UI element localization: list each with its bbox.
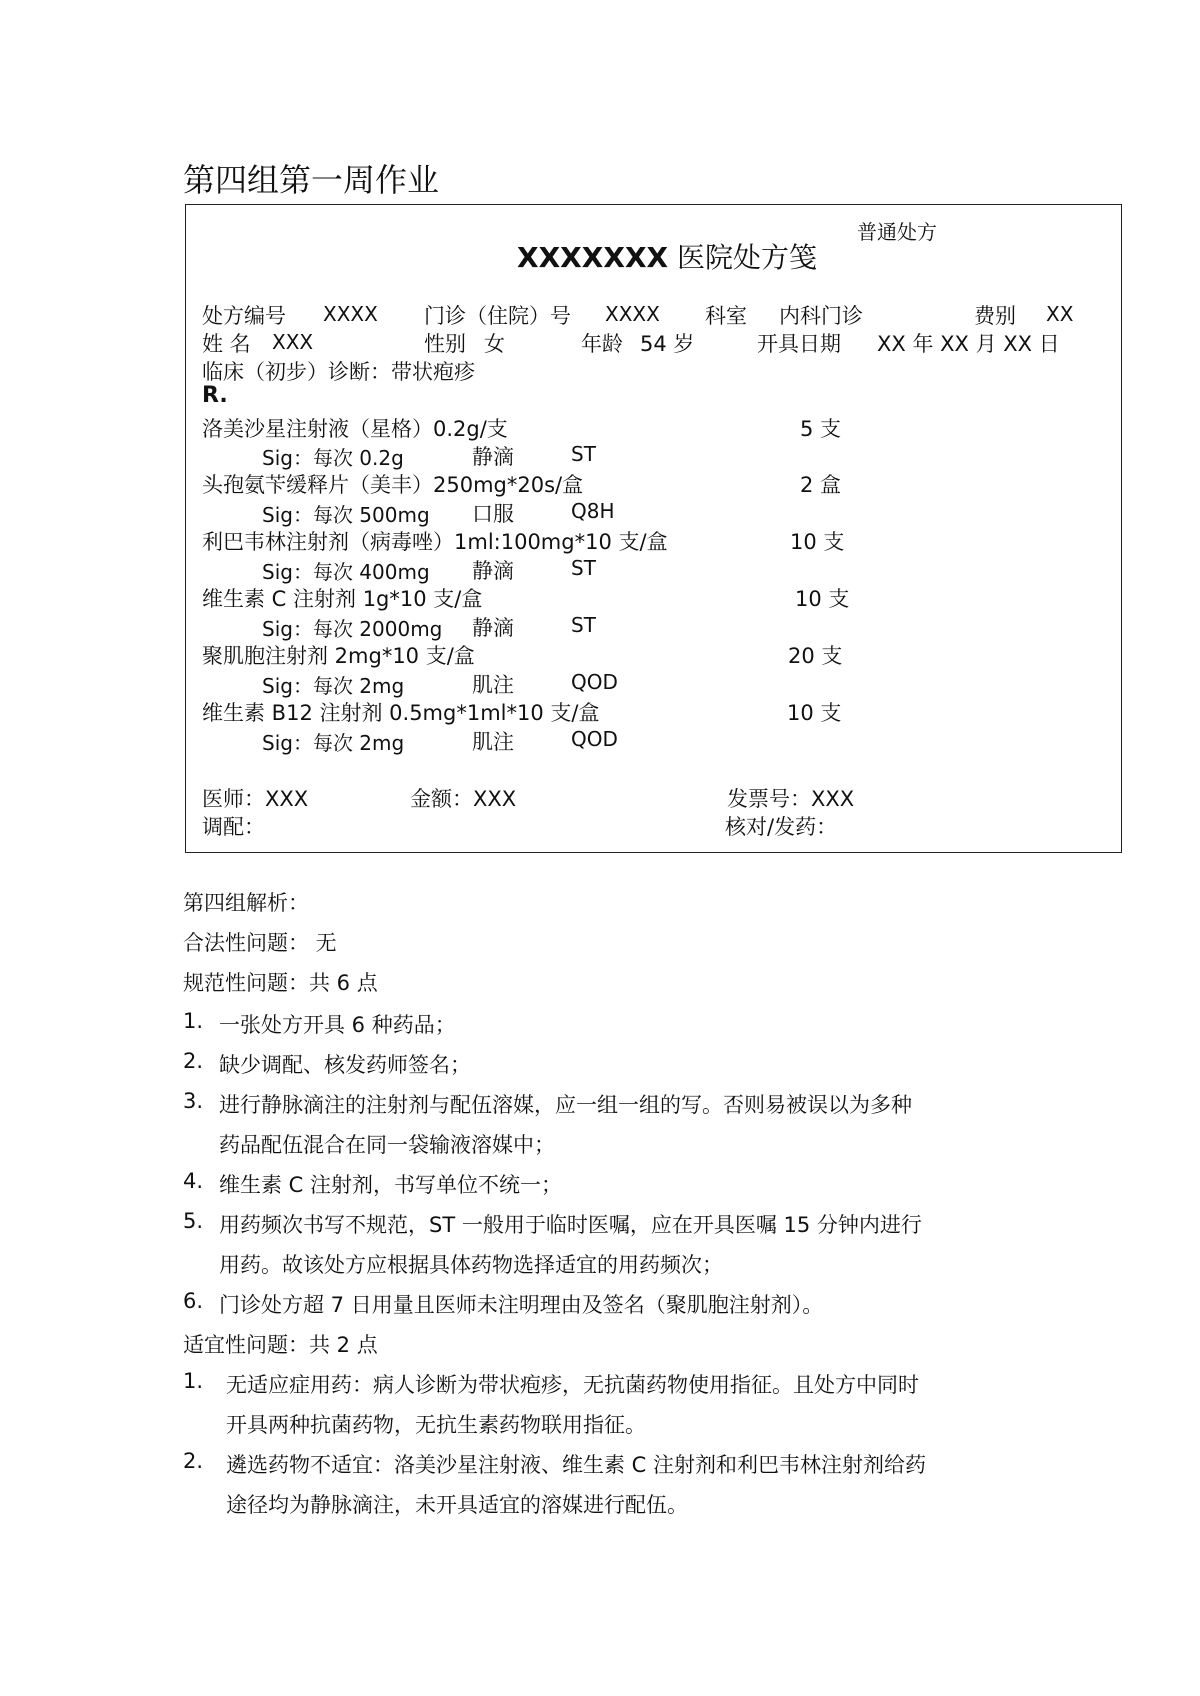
dept-label: 科室 — [705, 304, 747, 328]
fee-label: 费别 — [974, 304, 1016, 328]
clinic-no-value: XXXX — [605, 302, 660, 326]
fee-value: XX — [1046, 302, 1074, 326]
list-item: 缺少调配、核发药师签名； — [219, 1053, 471, 1077]
rx-no-value: XXXX — [323, 302, 378, 326]
prescription-type: 普通处方 — [857, 220, 937, 244]
sex-label: 性别 — [424, 332, 466, 356]
hospital-name-bold: XXXXXXX — [517, 241, 669, 274]
clinic-no-label: 门诊（住院）号 — [424, 304, 571, 328]
list-item-continued: 用药。故该处方应根据具体药物选择适宜的用药频次； — [219, 1253, 723, 1277]
drug-frequency: Q8H — [571, 499, 615, 523]
standard-issues-heading: 规范性问题：共 6 点 — [183, 971, 378, 995]
drug-frequency: ST — [571, 556, 596, 580]
drug-quantity: 2 盒 — [800, 473, 842, 497]
amount: 金额：XXX — [410, 787, 517, 811]
drug-frequency: QOD — [571, 727, 618, 751]
list-number: 5. — [183, 1209, 204, 1233]
drug-name: 维生素 C 注射剂 1g*10 支/盒 — [202, 587, 483, 611]
list-number: 3. — [183, 1089, 204, 1113]
drug-quantity: 20 支 — [788, 644, 843, 668]
list-item: 用药频次书写不规范，ST 一般用于临时医嘱，应在开具医嘱 15 分钟内进行 — [219, 1213, 922, 1237]
list-number: 1. — [183, 1009, 204, 1033]
issue-date-value: XX 年 XX 月 XX 日 — [877, 332, 1060, 356]
analysis-heading: 第四组解析： — [183, 891, 309, 915]
drug-name: 洛美沙星注射液（星格）0.2g/支 — [202, 417, 508, 441]
drug-frequency: ST — [571, 613, 596, 637]
hospital-name-rest: 医院处方笺 — [668, 241, 818, 274]
list-item-continued: 开具两种抗菌药物，无抗生素药物联用指征。 — [226, 1413, 646, 1437]
drug-sig: Sig：每次 2000mg — [262, 617, 443, 641]
drug-frequency: QOD — [571, 670, 618, 694]
list-item: 进行静脉滴注的注射剂与配伍溶媒，应一组一组的写。否则易被误以为多种 — [219, 1093, 912, 1117]
drug-name: 利巴韦林注射剂（病毒唑）1ml:100mg*10 支/盒 — [202, 530, 668, 554]
drug-name: 聚肌胞注射剂 2mg*10 支/盒 — [202, 644, 475, 668]
age-label: 年龄 — [581, 332, 623, 356]
sex-value: 女 — [484, 332, 505, 356]
list-item: 维生素 C 注射剂，书写单位不统一； — [219, 1173, 563, 1197]
drug-name: 头孢氨苄缓释片（美丰）250mg*20s/盒 — [202, 473, 584, 497]
list-number: 4. — [183, 1169, 204, 1193]
drug-quantity: 10 支 — [787, 701, 842, 725]
drug-quantity: 10 支 — [790, 530, 845, 554]
diagnosis: 临床（初步）诊断：带状疱疹 — [202, 360, 475, 384]
drug-route: 静滴 — [472, 616, 514, 640]
legality-issues: 合法性问题： 无 — [183, 931, 337, 955]
rx-no-label: 处方编号 — [202, 304, 286, 328]
drug-quantity: 10 支 — [795, 587, 850, 611]
invoice-number: 发票号：XXX — [727, 787, 855, 811]
dept-value: 内科门诊 — [779, 304, 863, 328]
drug-route: 肌注 — [472, 673, 514, 697]
drug-route: 口服 — [472, 502, 514, 526]
list-number: 1. — [183, 1369, 204, 1393]
list-number: 2. — [183, 1449, 204, 1473]
rx-mark: R. — [202, 383, 228, 408]
drug-sig: Sig：每次 2mg — [262, 674, 405, 698]
drug-quantity: 5 支 — [800, 417, 842, 441]
drug-route: 肌注 — [472, 730, 514, 754]
list-item: 遴选药物不适宜：洛美沙星注射液、维生素 C 注射剂和利巴韦林注射剂给药 — [226, 1453, 927, 1477]
drug-sig: Sig：每次 500mg — [262, 503, 430, 527]
check-dispense-signature: 核对/发药： — [725, 815, 838, 839]
drug-frequency: ST — [571, 442, 596, 466]
list-item-continued: 药品配伍混合在同一袋输液溶媒中； — [219, 1133, 555, 1157]
list-number: 2. — [183, 1049, 204, 1073]
drug-name: 维生素 B12 注射剂 0.5mg*1ml*10 支/盒 — [202, 701, 600, 725]
doctor-signature: 医师：XXX — [202, 787, 309, 811]
drug-sig: Sig：每次 400mg — [262, 560, 430, 584]
dispense-signature: 调配： — [202, 815, 265, 839]
list-item: 门诊处方超 7 日用量且医师未注明理由及签名（聚肌胞注射剂）。 — [219, 1293, 824, 1317]
age-value: 54 岁 — [640, 332, 695, 356]
drug-sig: Sig：每次 0.2g — [262, 446, 404, 470]
hospital-name — [517, 236, 817, 276]
drug-sig: Sig：每次 2mg — [262, 731, 405, 755]
list-item: 无适应症用药：病人诊断为带状疱疹，无抗菌药物使用指征。且处方中同时 — [226, 1373, 919, 1397]
suitability-issues-heading: 适宜性问题：共 2 点 — [183, 1333, 378, 1357]
drug-route: 静滴 — [472, 559, 514, 583]
patient-name-value: XXX — [272, 330, 314, 354]
drug-route: 静滴 — [472, 445, 514, 469]
document-title: 第四组第一周作业 — [183, 161, 440, 199]
list-number: 6. — [183, 1289, 204, 1313]
issue-date-label: 开具日期 — [757, 332, 841, 356]
patient-name-label: 姓 名 — [202, 332, 251, 356]
list-item: 一张处方开具 6 种药品； — [219, 1013, 456, 1037]
list-item-continued: 途径均为静脉滴注，未开具适宜的溶媒进行配伍。 — [226, 1493, 688, 1517]
